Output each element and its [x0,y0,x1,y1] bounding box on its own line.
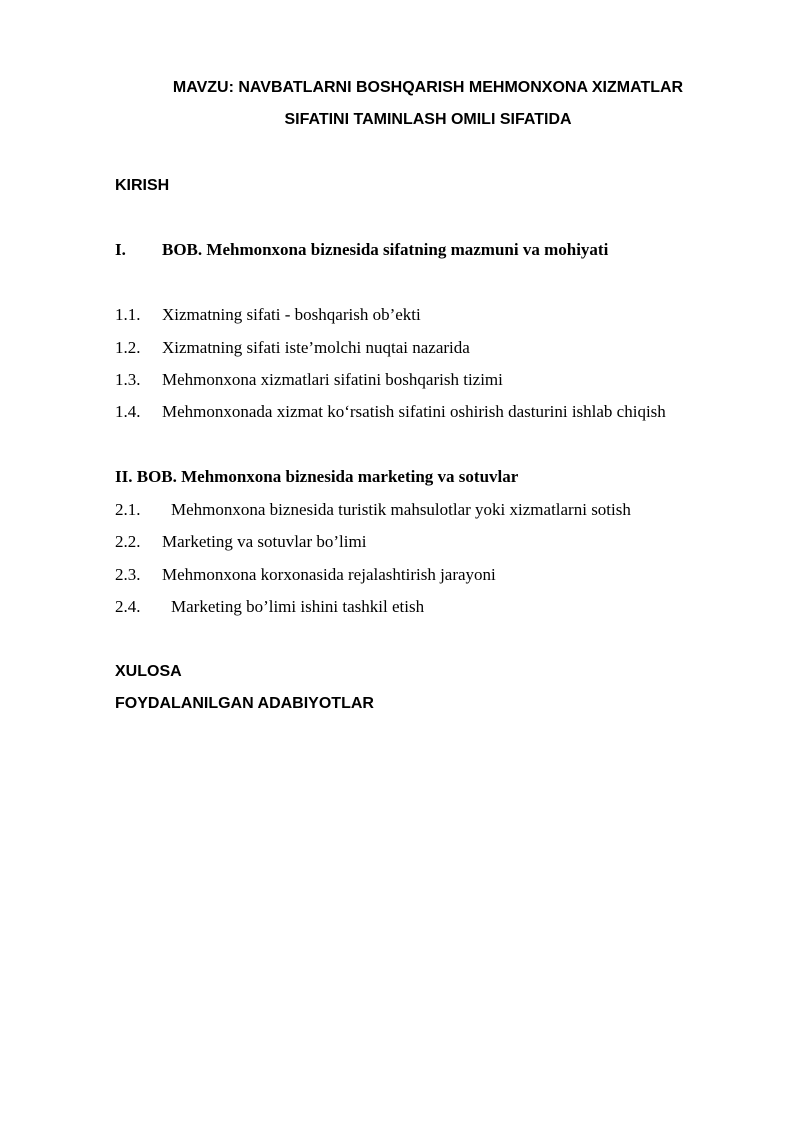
toc-item-title: Xizmatning sifati iste’molchi nuqtai nazarida [162,338,470,357]
toc-item-number: 2.4. [115,597,141,616]
toc-item-number: 2.2. [115,532,141,551]
toc-item-title: Mehmonxonada xizmat ko‘rsatish sifatini oshirish dasturini ishlab chiqish [162,402,666,421]
toc-item-title: Mehmonxona xizmatlari sifatini boshqarish tizimi [162,370,503,389]
conclusion-heading: XULOSA [115,663,182,680]
chapter-1-number: I. [115,240,126,259]
document-title-line-1: MAVZU: NAVBATLARNI BOSHQARISH MEHMONXONA XIZMATLAR [172,79,684,96]
toc-item-number: 1.2. [115,338,141,357]
toc-item-title: Marketing va sotuvlar bo’limi [162,532,367,551]
toc-item-number: 1.1. [115,305,141,324]
chapter-1-title: BOB. Mehmonxona biznesida sifatning mazmuni va mohiyati [162,240,609,259]
toc-item-title: Xizmatning sifati - boshqarish ob’ekti [162,305,421,324]
intro-heading: KIRISH [115,177,170,194]
toc-item-title: Mehmonxona biznesida turistik mahsulotlar yoki xizmatlarni sotish [171,500,631,519]
toc-item-title: Mehmonxona korxonasida rejalashtirish jarayoni [162,565,496,584]
references-heading: FOYDALANILGAN ADABIYOTLAR [115,695,374,712]
toc-item-number: 2.1. [115,500,141,519]
toc-item-title: Marketing bo’limi ishini tashkil etish [171,597,425,616]
toc-item-number: 1.3. [115,370,141,389]
chapter-2-heading: II. BOB. Mehmonxona biznesida marketing va sotuvlar [115,467,519,486]
toc-item-number: 2.3. [115,565,141,584]
toc-item-number: 1.4. [115,402,141,421]
document-title-line-2: SIFATINI TAMINLASH OMILI SIFATIDA [284,111,572,128]
